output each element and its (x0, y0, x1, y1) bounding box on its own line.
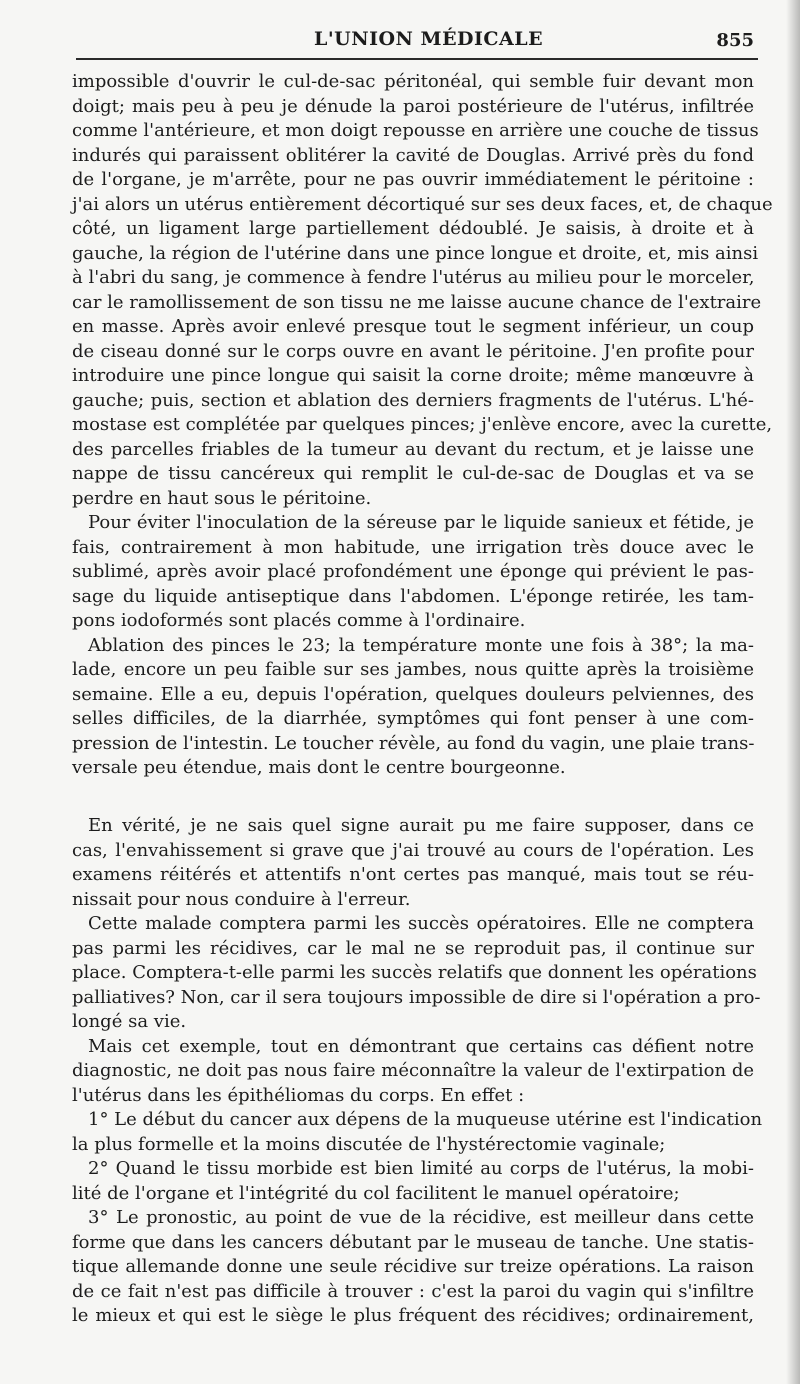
text-line: place. Comptera-t-elle parmi les succès relatifs que donnent les opérations (72, 962, 757, 983)
text-line: perdre en haut sous le péritoine. (72, 487, 372, 509)
text-line: diagnostic, ne doit pas nous faire méconnaître la valeur de l'extirpation de (72, 1060, 754, 1081)
text-line: le mieux et qui est le siège le plus fréquent des récidives; ordinairement, (72, 1305, 754, 1326)
text-line: gauche; puis, section et ablation des derniers fragments de l'utérus. L'hé- (72, 389, 754, 411)
text-line: de ciseau donné sur le corps ouvre en avant le péritoine. J'en profite pour (72, 340, 754, 362)
text-line: côté, un ligament large partiellement dédoublé. Je saisis, à droite et à (72, 218, 754, 239)
text-line: mostase est complétée par quelques pinces; j'enlève encore, avec la curette, (72, 414, 773, 435)
text-line: pression de l'intestin. Le toucher révèle, au fond du vagin, une plaie trans- (72, 732, 755, 754)
text-line: 3° Le pronostic, au point de vue de la récidive, est meilleur dans cette (88, 1207, 754, 1228)
text-line: indurés qui paraissent oblitérer la cavité de Douglas. Arrivé près du fond (72, 144, 754, 166)
text-line: impossible d'ouvrir le cul-de-sac péritonéal, qui semble fuir devant mon (72, 71, 754, 92)
text-line: cas, l'envahissement si grave que j'ai trouvé au cours de l'opération. Les (72, 839, 754, 861)
text-line: pons iodoformés sont placés comme à l'ordinaire. (72, 610, 526, 631)
text-line: versale peu étendue, mais dont le centre bourgeonne. (72, 757, 566, 778)
text-line: tique allemande donne une seule récidive sur treize opérations. La raison (72, 1256, 754, 1277)
text-line: Pour éviter l'inoculation de la séreuse par le liquide sanieux et fétide, je (88, 512, 754, 533)
text-line: nissait pour nous conduire à l'erreur. (72, 888, 411, 910)
text-line: selles difficiles, de la diarrhée, symptômes qui font penser à une com- (72, 708, 754, 729)
text-line: à l'abri du sang, je commence à fendre l'utérus au milieu pour le morceler, (72, 267, 755, 288)
header-rule (76, 58, 758, 60)
text-line: des parcelles friables de la tumeur au devant du rectum, et je laisse une (72, 438, 754, 460)
text-line: car le ramollissement de son tissu ne me laisse aucune chance de l'extraire (72, 291, 762, 313)
page-header (76, 28, 754, 58)
text-line: comme l'antérieure, et mon doigt repousse en arrière une couche de tissus (72, 120, 759, 141)
text-line: lade, encore un peu faible sur ses jambes, nous quitte après la troisième (72, 659, 754, 680)
text-line: 1° Le début du cancer aux dépens de la muqueuse utérine est l'indication (88, 1109, 763, 1130)
text-line: en masse. Après avoir enlevé presque tout le segment inférieur, un coup (72, 316, 754, 337)
text-line: introduire une pince longue qui saisit la corne droite; même manœuvre à (72, 365, 754, 386)
text-line: En vérité, je ne sais quel signe aurait pu me faire supposer, dans ce (88, 815, 754, 836)
text-line: l'utérus dans les épithéliomas du corps. En effet : (72, 1084, 525, 1106)
text-line: 2° Quand le tissu morbide est bien limité au corps de l'utérus, la mobi- (88, 1158, 754, 1179)
running-title: L'UNION MÉDICALE (314, 28, 544, 50)
text-line: doigt; mais peu à peu je dénude la paroi postérieure de l'utérus, infiltrée (72, 95, 754, 117)
text-line: Ablation des pinces le 23; la température monte une fois à 38°; la ma- (88, 634, 754, 656)
text-line: la plus formelle et la moins discutée de l'hystérectomie vaginale; (72, 1133, 666, 1155)
text-line: gauche, la région de l'utérine dans une pince longue et droite, et, mis ainsi (72, 242, 759, 264)
scan-shadow-edge (786, 0, 800, 1384)
text-line: pas parmi les récidives, car le mal ne se reproduit pas, il continue sur (72, 937, 754, 959)
text-line: sublimé, après avoir placé profondément une éponge qui prévient le pas- (72, 561, 754, 582)
text-line: examens réitérés et attentifs n'ont certes pas manqué, mais tout se réu- (72, 864, 754, 885)
text-line: sage du liquide antiseptique dans l'abdomen. L'éponge retirée, les tam- (72, 585, 754, 607)
text-line: de l'organe, je m'arrête, pour ne pas ouvrir immédiatement le péritoine : (72, 169, 754, 190)
text-line: lité de l'organe et l'intégrité du col facilitent le manuel opératoire; (72, 1182, 680, 1204)
text-line: semaine. Elle a eu, depuis l'opération, quelques douleurs pelviennes, des (72, 683, 754, 705)
text-line: longé sa vie. (72, 1011, 187, 1032)
page-number: 855 (716, 30, 754, 51)
text-line: palliatives? Non, car il sera toujours impossible de dire si l'opération a pro- (72, 986, 761, 1008)
text-line: Cette malade comptera parmi les succès opératoires. Elle ne comptera (88, 913, 754, 934)
text-line: fais, contrairement à mon habitude, une irrigation très douce avec le (72, 536, 754, 558)
text-line: Mais cet exemple, tout en démontrant que certains cas défient notre (88, 1035, 754, 1057)
text-line: nappe de tissu cancéreux qui remplit le cul-de-sac de Douglas et va se (72, 463, 754, 484)
text-line: forme que dans les cancers débutant par le museau de tanche. Une statis- (72, 1231, 754, 1253)
text-line: j'ai alors un utérus entièrement décortiqué sur ses deux faces, et, de chaque (72, 193, 773, 215)
text-line: de ce fait n'est pas difficile à trouver : c'est la paroi du vagin qui s'infiltre (72, 1280, 754, 1302)
